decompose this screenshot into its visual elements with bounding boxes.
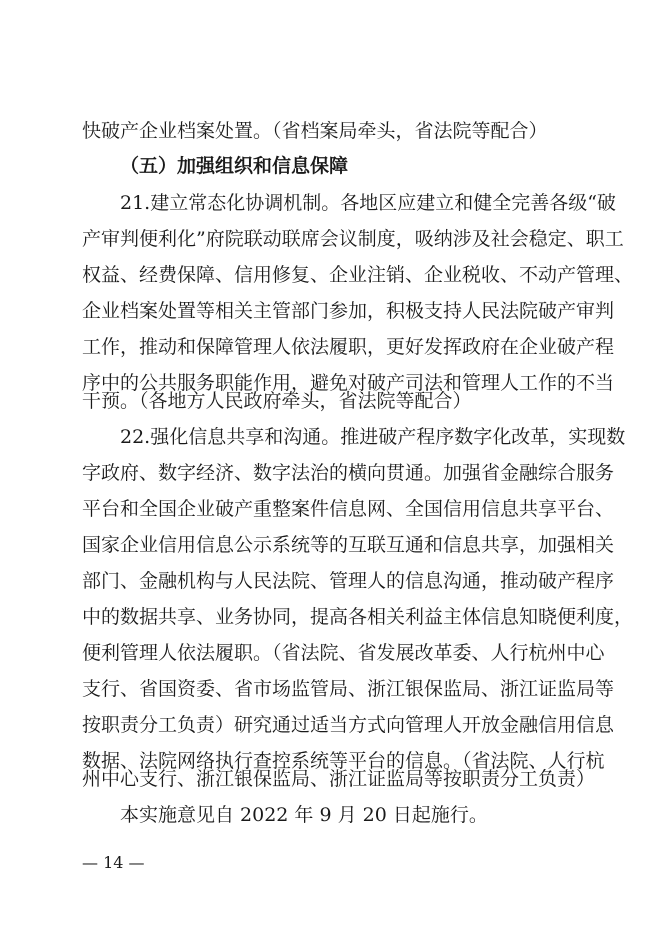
body-text-line: 中的数据共享、业务协同，提高各相关利益主体信息知晓便利度，: [82, 606, 634, 628]
paragraph-21-title-line: 21.建立常态化协调机制。各地区应建立和健全完善各级“破: [120, 192, 616, 214]
body-text-line: 平台和全国企业破产重整案件信息网、全国信用信息共享平台、: [82, 498, 615, 520]
body-text-line: 干预。（各地方人民政府牵头，省法院等配合）: [82, 390, 472, 412]
body-text-line: 字政府、数字经济、数字法治的横向贯通。加强省金融综合服务: [82, 462, 615, 484]
section-heading: （五）加强组织和信息保障: [120, 155, 349, 177]
body-text-line: 企业档案处置等相关主管部门参加，积极支持人民法院破产审判: [82, 300, 615, 322]
body-text-line: 国家企业信用信息公示系统等的互联互通和信息共享，加强相关: [82, 534, 615, 556]
body-text-line: 序中的公共服务职能作用，避免对破产司法和管理人工作的不当: [82, 372, 615, 394]
body-text-line: 数据、法院网络执行查控系统等平台的信息。（省法院、人行杭: [82, 750, 605, 772]
body-text-line: 工作，推动和保障管理人依法履职，更好发挥政府在企业破产程: [82, 336, 615, 358]
body-text-line: 权益、经费保障、信用修复、企业注销、企业税收、不动产管理、: [82, 264, 634, 286]
body-text-line: 产审判便利化”府院联动联席会议制度，吸纳涉及社会稳定、职工: [82, 228, 624, 250]
body-text-line: 部门、金融机构与人民法院、管理人的信息沟通，推动破产程序: [82, 570, 615, 592]
page-number: — 14 —: [82, 853, 145, 872]
body-text-line: 按职责分工负责）研究通过适当方式向管理人开放金融信用信息: [82, 714, 615, 736]
body-text-line: 州中心支行、浙江银保监局、浙江证监局等按职责分工负责）: [82, 768, 596, 790]
body-text-line: 支行、省国资委、省市场监管局、浙江银保监局、浙江证监局等: [82, 678, 615, 700]
body-text-line: 便利管理人依法履职。（省法院、省发展改革委、人行杭州中心: [82, 642, 605, 664]
effective-date-line: 本实施意见自 2022 年 9 月 20 日起施行。: [120, 804, 488, 826]
paragraph-22-title-line: 22.强化信息共享和沟通。推进破产程序数字化改革，实现数: [120, 426, 626, 448]
body-text-line: 快破产企业档案处置。（省档案局牵头，省法院等配合）: [82, 120, 548, 142]
